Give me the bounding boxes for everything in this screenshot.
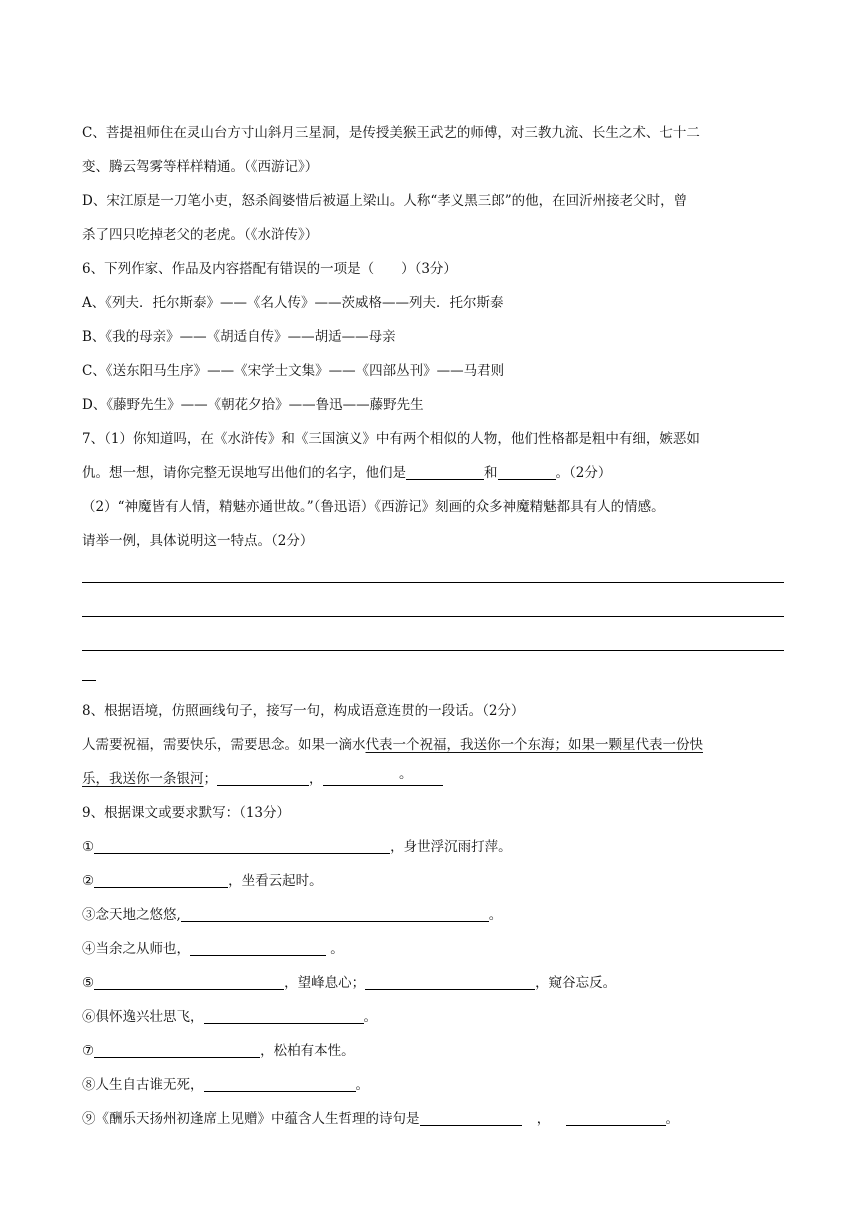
q9-item-6-text: ⑥俱怀逸兴壮思飞，: [82, 1009, 204, 1025]
q8-line2: [82, 762, 782, 796]
q9-item-9-end: 。: [665, 1111, 679, 1127]
q5-option-d-line1: D、宋江原是一刀笔小吏，怒杀阎婆惜后被逼上梁山。人称“孝义黑三郎”的他，在回沂州接老父时，曾: [82, 193, 688, 209]
q9-item-1-num: ①: [82, 839, 95, 855]
q6-option-d: D、《藤野先生》——《朝花夕拾》——鲁迅——藤野先生: [82, 397, 424, 413]
q9-item-7: [82, 1034, 782, 1068]
q9-item-9-sep: ，: [536, 1111, 551, 1127]
q9-blank-5a[interactable]: [94, 973, 284, 990]
q9-item-2: [82, 864, 782, 898]
q9-blank-1[interactable]: [94, 837, 390, 854]
q8-underlined-sentence-2: 乐，我送你一条银河: [82, 771, 204, 787]
q9-item-3-text: ③念天地之悠悠,: [82, 907, 181, 923]
q5-option-d-line2: 杀了四只吃掉老父的老虎。（《水浒传》）: [82, 227, 319, 243]
q9-blank-9b[interactable]: [566, 1109, 666, 1126]
answer-line-2[interactable]: [82, 592, 782, 626]
q6-stem: 6、下列作家、作品及内容搭配有错误的一项是（ ）（3分）: [82, 261, 457, 277]
q9-item-9: [82, 1102, 782, 1136]
q9-item-6: [82, 1000, 782, 1034]
q9-stem: 9、根据课文或要求默写：（13分）: [82, 805, 291, 821]
q9-item-1: [82, 830, 782, 864]
q9-item-8: [82, 1068, 782, 1102]
q9-item-4: [82, 932, 782, 966]
q9-item-7-num: ⑦: [82, 1043, 95, 1059]
q8-line1: [82, 728, 782, 762]
q9-blank-8[interactable]: [204, 1075, 356, 1092]
q9-item-5-num: ⑤: [82, 975, 95, 991]
q9-item-4-text: ④当余之从师也，: [82, 941, 190, 957]
q9-item-3-end: 。: [488, 907, 503, 923]
q9-blank-6[interactable]: [204, 1007, 364, 1024]
q5-option-c-line1: C、菩提祖师住在灵山台方寸山斜月三星洞，是传授美猴王武艺的师傅，对三教九流、长生之术、七十二: [82, 125, 700, 141]
q8-context: 人需要祝福，需要快乐，需要思念。如果一滴水: [82, 737, 366, 753]
q9-item-8-end: 。: [355, 1077, 369, 1093]
q5-option-c-line2: 变、腾云驾雾等样样精通。（《西游记》）: [82, 159, 319, 175]
q9-blank-7[interactable]: [94, 1041, 260, 1058]
q9-blank-4[interactable]: [190, 939, 326, 956]
q9-item-8-text: ⑧人生自古谁无死，: [82, 1077, 204, 1093]
q6-option-a: A、《列夫．托尔斯泰》——《名人传》——茨威格——列夫．托尔斯泰: [82, 295, 504, 311]
q9-item-3: [82, 898, 782, 932]
answer-blank-1[interactable]: [406, 463, 484, 480]
q8-stem: 8、根据语境，仿照画线句子，接写一句，构成语意连贯的一段话。（2分）: [82, 703, 525, 719]
q9-item-9-text: ⑨《酬乐天扬州初逢席上见赠》中蕴含人生哲理的诗句是: [82, 1111, 420, 1127]
answer-blank-2[interactable]: [498, 463, 556, 480]
q9-blank-2[interactable]: [94, 871, 228, 888]
q8-blank-1[interactable]: [217, 769, 309, 786]
q9-item-6-end: 。: [363, 1009, 377, 1025]
q8-blank-2[interactable]: [323, 766, 443, 786]
q9-blank-9a[interactable]: [420, 1109, 522, 1126]
q9-item-5: [82, 966, 782, 1000]
q8-sep-2: ，: [309, 771, 323, 787]
q7-part1-line1: 7、（1）你知道吗，在《水浒传》和《三国演义》中有两个相似的人物，他们性格都是粗中有细，嫉恶如: [82, 431, 700, 447]
q8-sep-1: ；: [203, 771, 217, 787]
q9-item-4-end: 。: [326, 941, 344, 957]
q7-part1-score: 。（2分）: [555, 465, 612, 481]
q9-item-2-text: ，坐看云起时。: [228, 873, 323, 889]
exam-page: [82, 116, 782, 1136]
q6-option-c: C、《送东阳马生序》——《宋学士文集》——《四部丛刊》——马君则: [82, 363, 505, 379]
q7-part1-line2: [82, 456, 782, 490]
q9-item-1-text: ，身世浮沉雨打萍。: [390, 839, 512, 855]
q7-part2-line1: （2）“神魔皆有人情，精魅亦通世故。”（鲁迅语）《西游记》刻画的众多神魔精魅都具有人的情感。: [82, 499, 665, 515]
q6-option-b: B、《我的母亲》——《胡适自传》——胡适——母亲: [82, 329, 396, 345]
q9-blank-5b[interactable]: [365, 973, 535, 990]
q9-blank-3[interactable]: [181, 905, 489, 922]
q7-part2-line2: 请举一例，具体说明这一特点。（2分）: [82, 533, 314, 549]
q9-item-5-mid: ，望峰息心；: [284, 975, 366, 991]
q9-item-5-text: ，窥谷忘反。: [535, 975, 617, 991]
answer-line-1[interactable]: [82, 558, 782, 592]
q8-underlined-sentence-1: 代表一个祝福，我送你一个东海；如果一颗星代表一份快: [365, 737, 703, 753]
answer-line-3[interactable]: [82, 626, 782, 660]
answer-line-stub: [82, 660, 782, 694]
q8-end: 。: [399, 766, 413, 782]
q9-item-7-text: ，松柏有本性。: [260, 1043, 355, 1059]
q7-part1-and: 和: [484, 465, 498, 481]
q7-part1-text: 仇。想一想，请你完整无误地写出他们的名字，他们是: [82, 465, 406, 481]
q9-item-2-num: ②: [82, 873, 95, 889]
